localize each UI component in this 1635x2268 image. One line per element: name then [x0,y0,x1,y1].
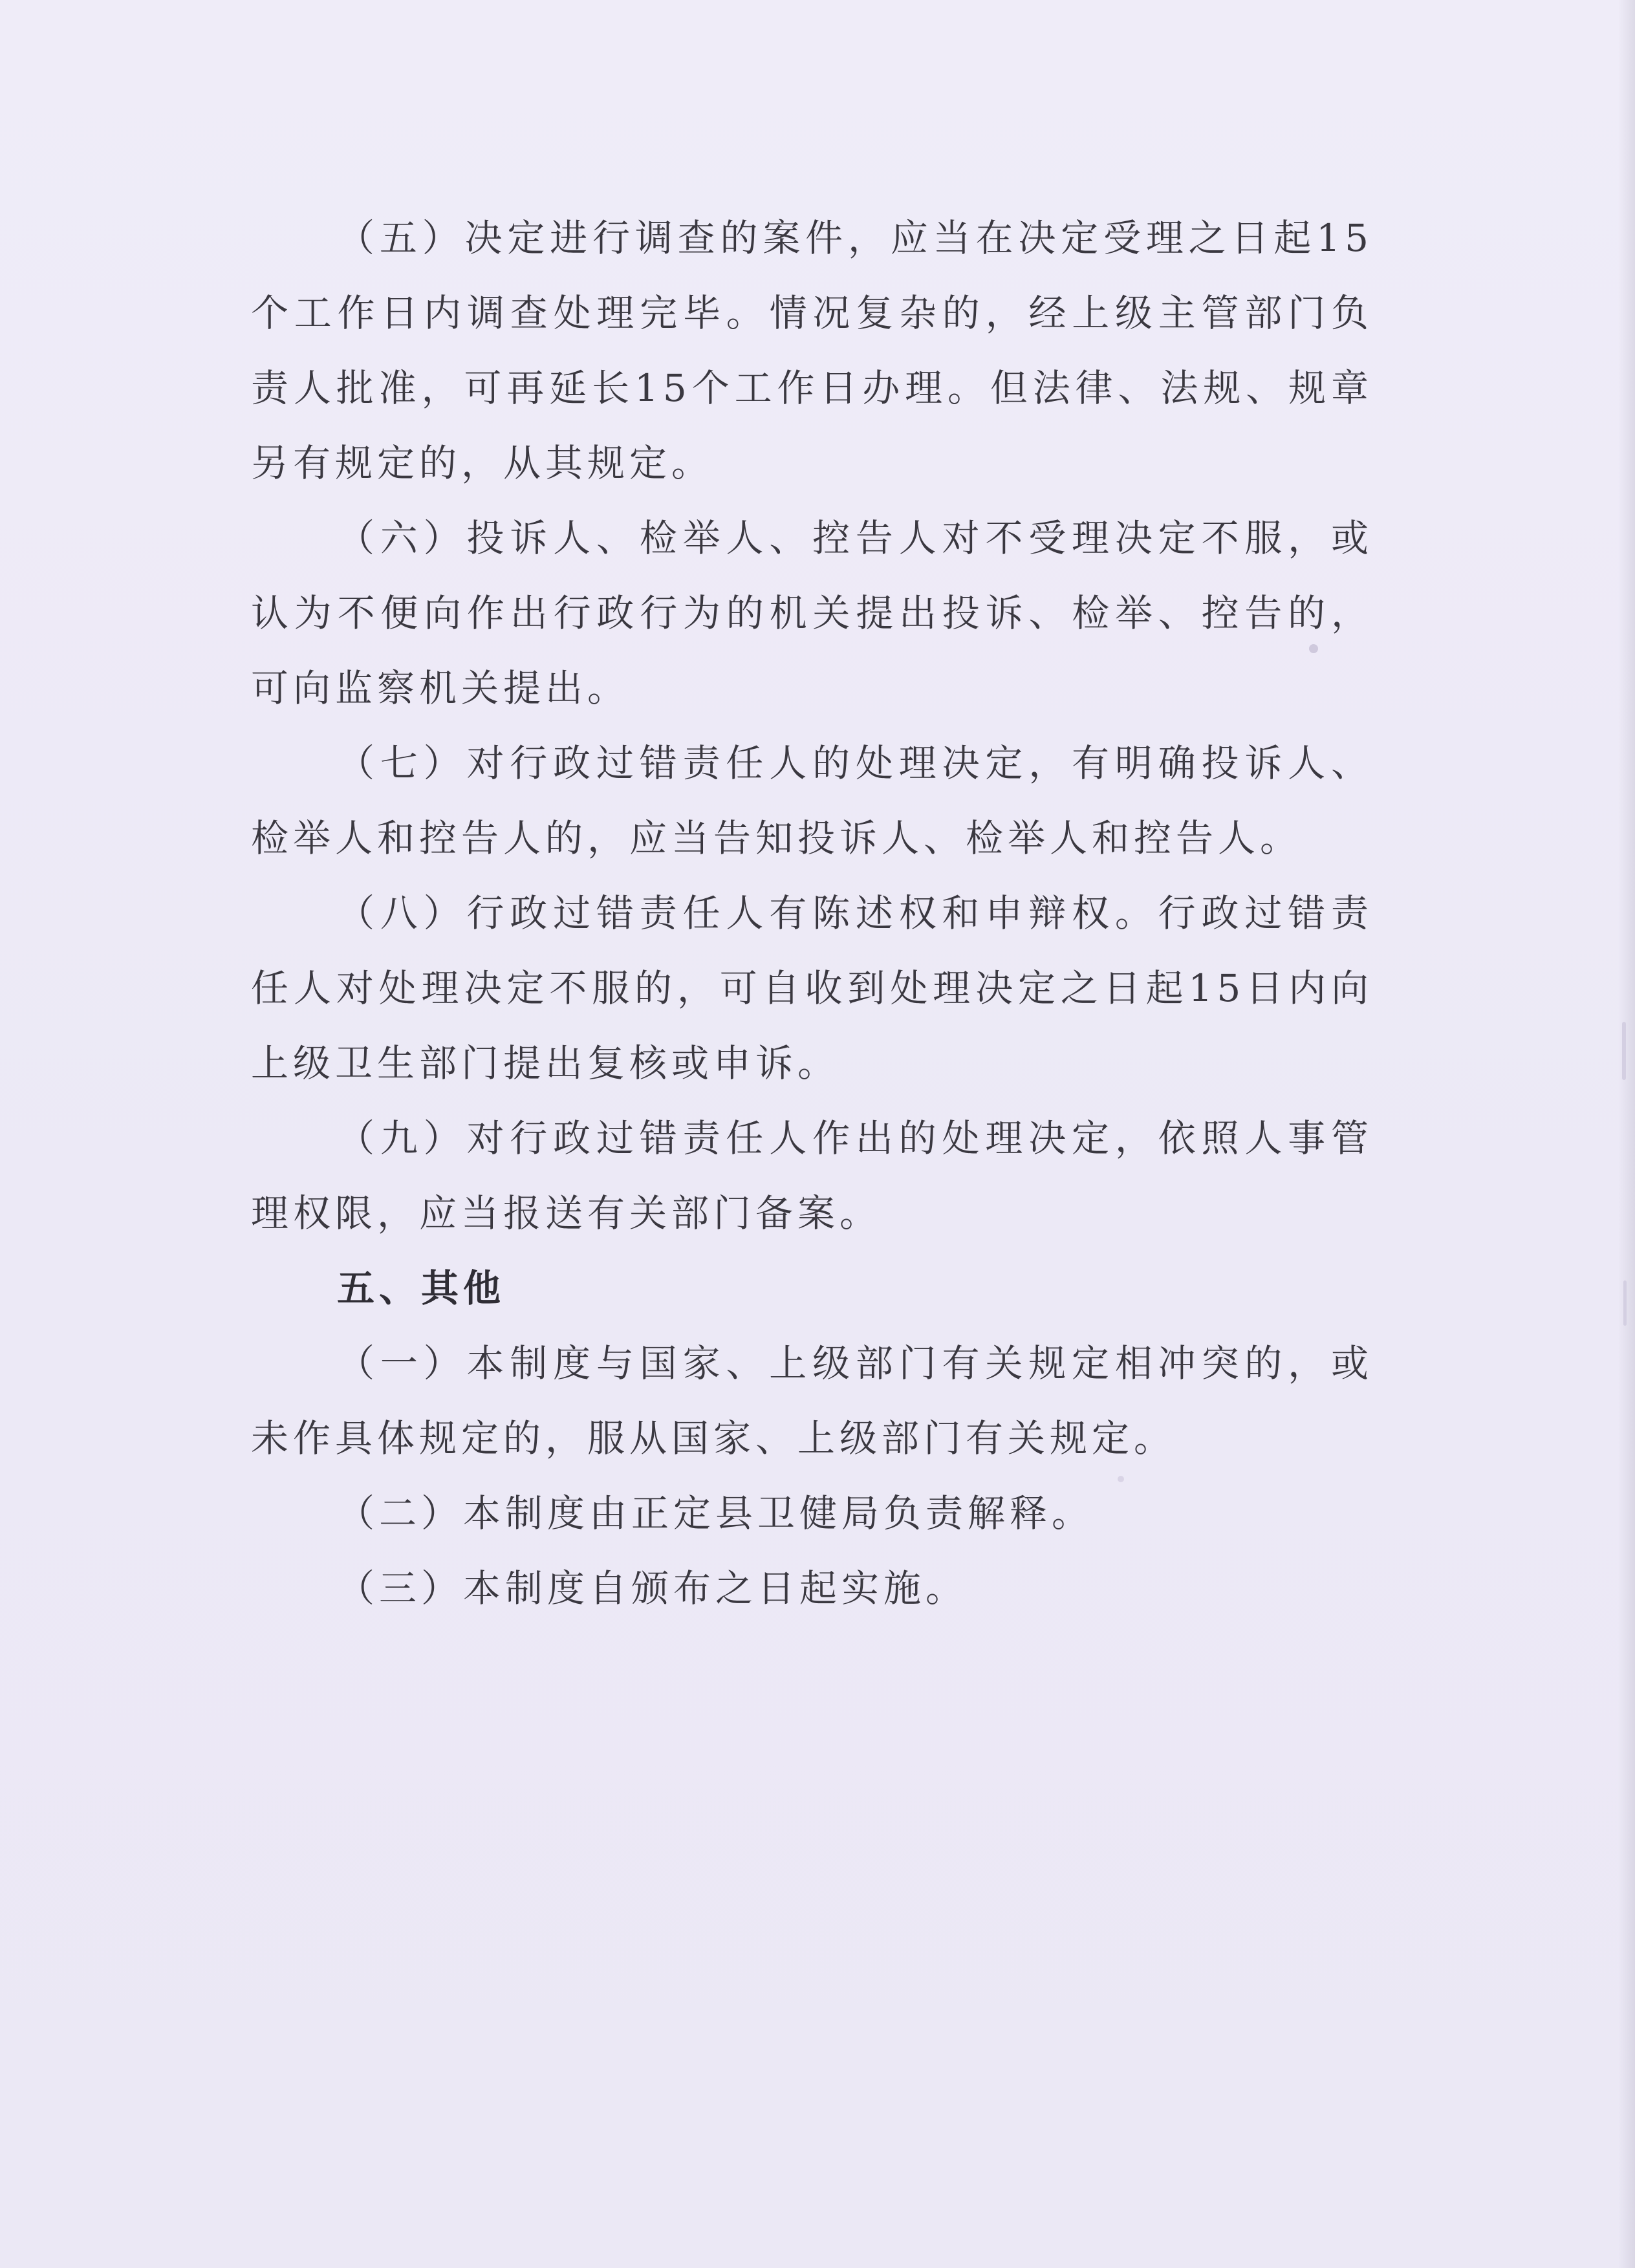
section-heading-other: 五、其他 [337,1266,506,1310]
paragraph-item-6: （六）投诉人、检举人、控告人对不受理决定不服，或认为不便向作出行政行为的机关提出投诉、检举、控告的，可向监察机关提出。 [251,516,1373,710]
scan-edge-mark [1622,1022,1626,1080]
scan-edge-mark [1623,1280,1627,1326]
paragraph-item-9: （九）对行政过错责任人作出的处理决定，依照人事管理权限，应当报送有关部门备案。 [251,1116,1373,1235]
paragraph-item-2: （二）本制度由正定县卫健局负责解释。 [337,1491,1094,1535]
page-edge-shadow [1618,0,1635,2268]
document-body [251,200,1373,1626]
paragraph-item-8: （八）行政过错责任人有陈述权和申辩权。行政过错责任人对处理决定不服的，可自收到处理决定之日起15日内向上级卫生部门提出复核或申诉。 [251,891,1373,1085]
paragraph-item-1: （一）本制度与国家、上级部门有关规定相冲突的，或未作具体规定的，服从国家、上级部门有关规定。 [251,1341,1373,1460]
paragraph-item-5: （五）决定进行调查的案件，应当在决定受理之日起15个工作日内调查处理完毕。情况复杂的，经上级主管部门负责人批准，可再延长15个工作日办理。但法律、法规、规章另有规定的，从其规定。 [251,216,1373,485]
paragraph-item-7: （七）对行政过错责任人的处理决定，有明确投诉人、检举人和控告人的，应当告知投诉人、检举人和控告人。 [251,741,1373,860]
paragraph-item-3: （三）本制度自颁布之日起实施。 [337,1566,968,1610]
